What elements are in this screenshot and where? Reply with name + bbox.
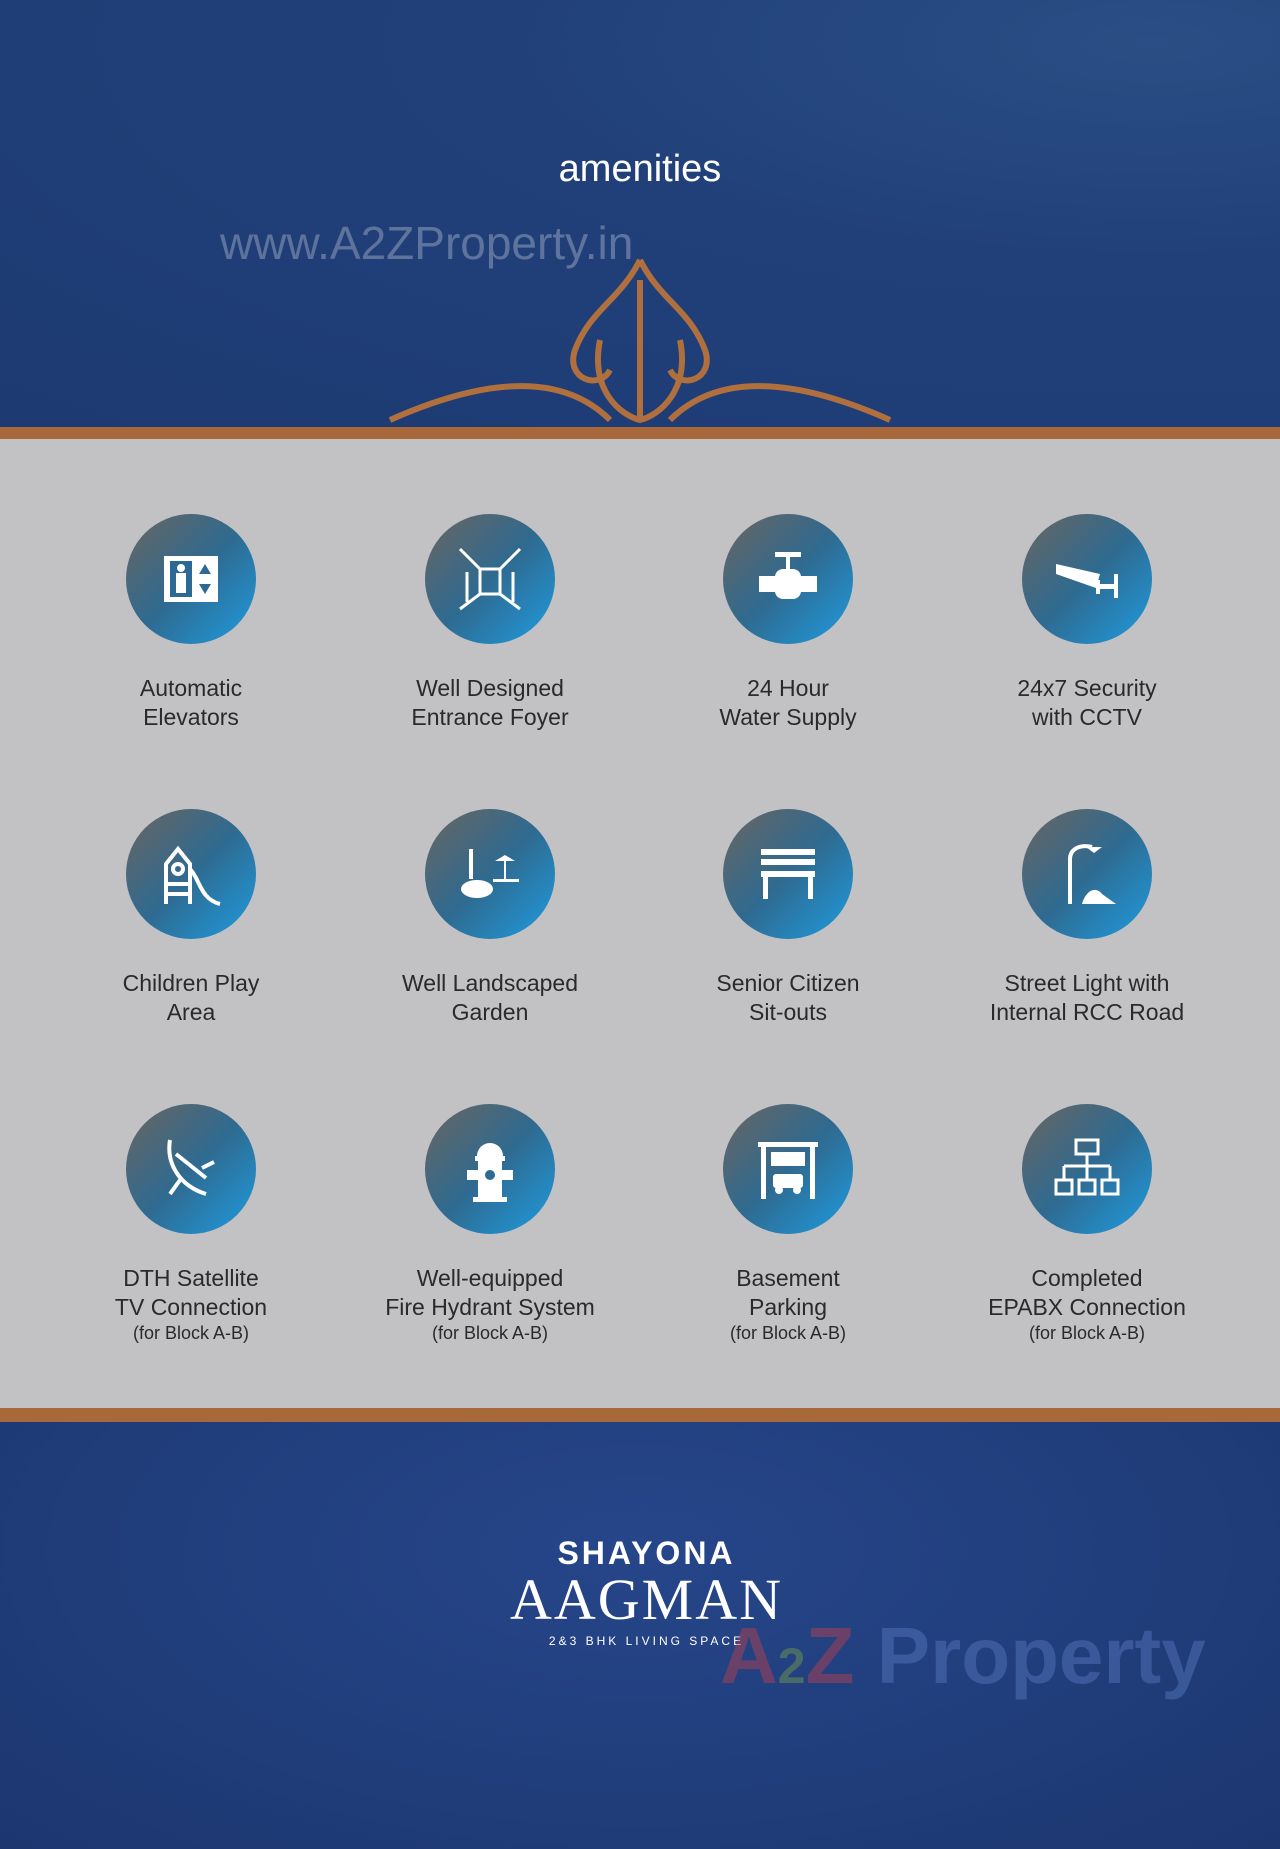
page-title: amenities xyxy=(558,148,722,190)
amenity-label-line1: Completed xyxy=(1031,1265,1143,1291)
amenity-label-line2: TV Connection xyxy=(114,1294,268,1320)
tagline: 2&3 BHK LIVING SPACE xyxy=(548,1634,745,1648)
fire-hydrant-icon xyxy=(425,1104,555,1234)
cctv-camera-icon xyxy=(1022,514,1152,644)
amenity-label-line2: Area xyxy=(166,999,216,1025)
amenity-item xyxy=(638,809,938,1027)
garden-icon xyxy=(425,809,555,939)
amenity-label-line2: Garden xyxy=(451,999,529,1025)
amenity-note: (for Block A-B) xyxy=(431,1323,549,1343)
amenity-note: (for Block A-B) xyxy=(729,1323,847,1343)
amenity-item xyxy=(41,514,341,732)
a2z-watermark-text: Property xyxy=(876,1611,1206,1700)
amenity-item xyxy=(638,1104,938,1344)
brand-name: SHAYONA xyxy=(557,1535,736,1571)
amenity-label-line2: EPABX Connection xyxy=(988,1294,1186,1320)
amenity-item xyxy=(340,809,640,1027)
amenity-label-line1: Senior Citizen xyxy=(716,970,860,996)
divider-top xyxy=(0,427,1280,439)
water-valve-icon xyxy=(723,514,853,644)
ornament-icon xyxy=(360,240,920,430)
amenity-item xyxy=(937,809,1237,1027)
street-light-icon xyxy=(1022,809,1152,939)
amenity-label-line1: DTH Satellite xyxy=(123,1265,259,1291)
elevator-icon xyxy=(126,514,256,644)
amenity-item xyxy=(41,1104,341,1344)
amenity-label-line2: Fire Hydrant System xyxy=(385,1294,595,1320)
amenity-note: (for Block A-B) xyxy=(132,1323,250,1343)
amenity-label-line2: Elevators xyxy=(143,704,239,730)
amenity-label-line1: Children Play xyxy=(122,970,260,996)
amenity-label-line2: Internal RCC Road xyxy=(989,999,1185,1025)
amenity-item xyxy=(340,1104,640,1344)
amenity-label-line1: Basement xyxy=(736,1265,840,1291)
foyer-icon xyxy=(425,514,555,644)
bench-icon xyxy=(723,809,853,939)
amenity-label-line1: Well-equipped xyxy=(416,1265,564,1291)
divider-bottom xyxy=(0,1408,1280,1422)
watermark-url: www.A2ZProperty.in xyxy=(220,217,634,269)
satellite-dish-icon xyxy=(126,1104,256,1234)
amenity-label-line1: 24x7 Security xyxy=(1017,675,1157,701)
garage-car-icon xyxy=(723,1104,853,1234)
amenity-label-line2: Entrance Foyer xyxy=(411,704,569,730)
amenity-note: (for Block A-B) xyxy=(1028,1323,1146,1343)
amenity-item xyxy=(937,1104,1237,1344)
amenity-label-line1: Well Landscaped xyxy=(401,970,579,996)
amenity-label-line1: Well Designed xyxy=(416,675,564,701)
amenity-label-line1: Street Light with xyxy=(1004,970,1170,996)
playground-slide-icon xyxy=(126,809,256,939)
amenity-label-line1: Automatic xyxy=(139,675,243,701)
amenity-label-line2: with CCTV xyxy=(1032,704,1142,730)
amenity-item xyxy=(638,514,938,732)
a2z-watermark: A2Z Property xyxy=(720,1611,1206,1700)
amenity-label-line2: Sit-outs xyxy=(749,999,827,1025)
amenity-label-line2: Parking xyxy=(749,1294,827,1320)
amenity-item xyxy=(340,514,640,732)
project-name: AAGMAN xyxy=(510,1567,783,1632)
amenity-label-line1: 24 Hour xyxy=(747,675,829,701)
amenity-item xyxy=(41,809,341,1027)
amenity-label-line2: Water Supply xyxy=(719,704,857,730)
amenity-item xyxy=(937,514,1237,732)
network-hierarchy-icon xyxy=(1022,1104,1152,1234)
